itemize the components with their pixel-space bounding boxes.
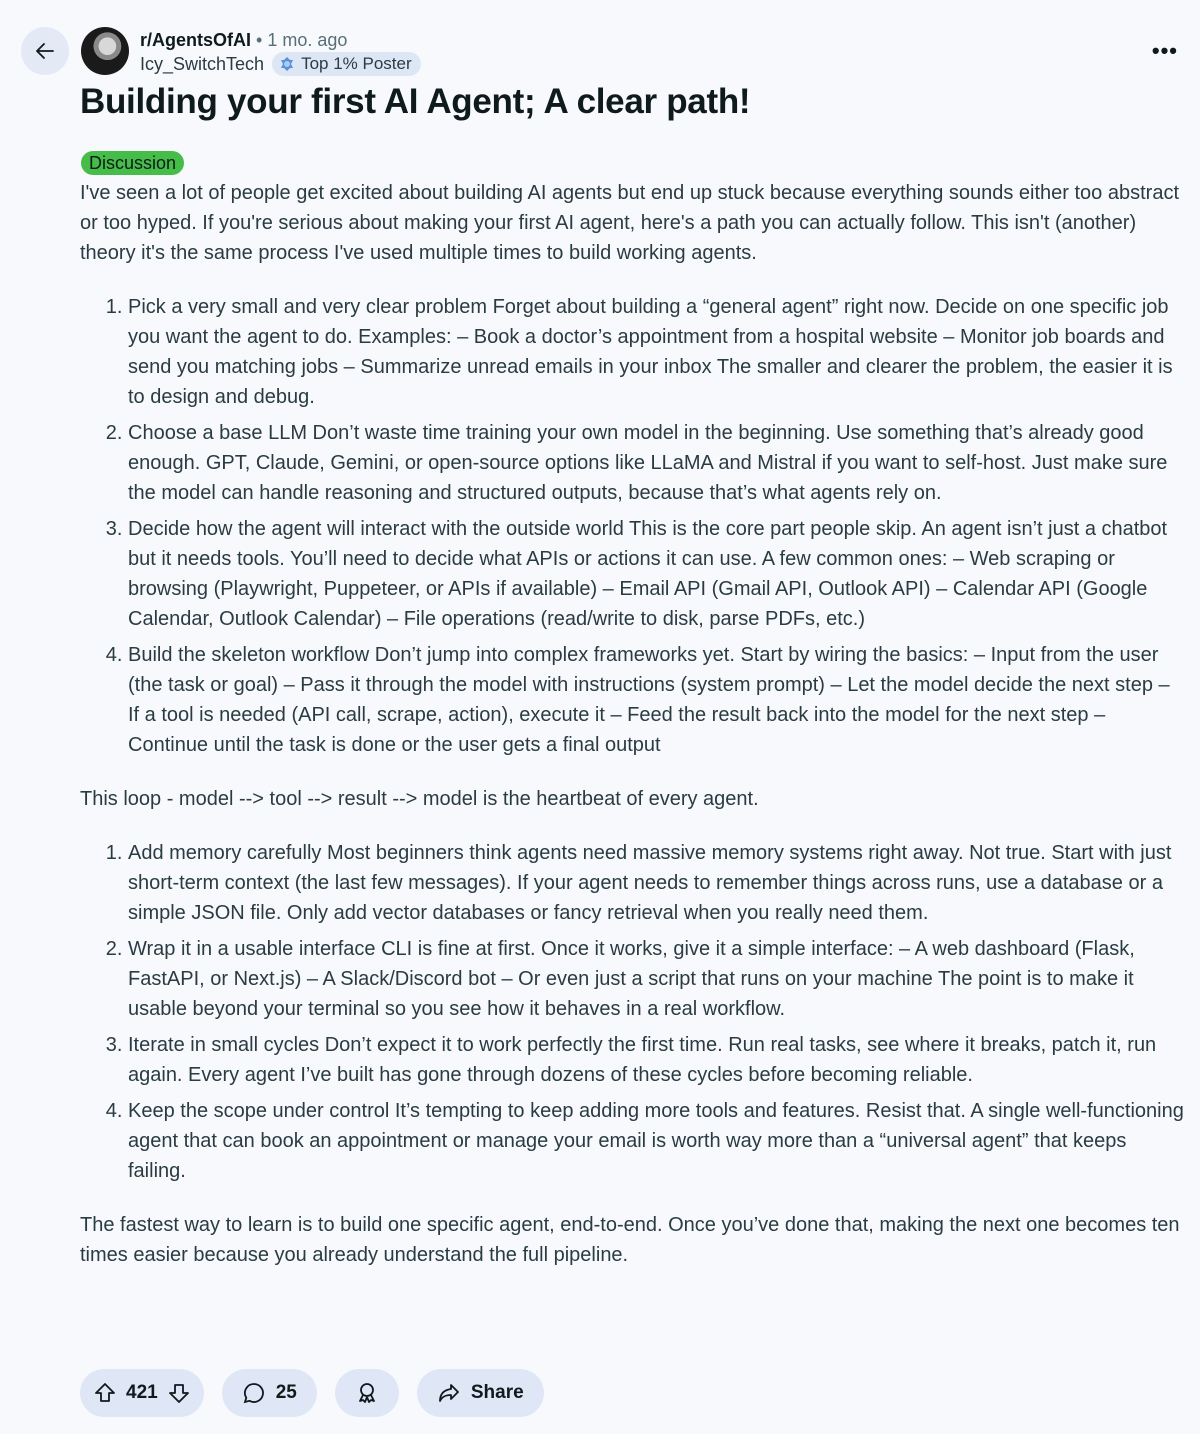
list-item: 3. Decide how the agent will interact with the outside world This is the core part people skip. An agent isn’t just a chatbot but it needs tools. You’ll need to decide what APIs or actions it can use. A few common ones: – Web scraping or browsing (Playwright, Puppeteer, or APIs if available) – Email API (Gmail API, Outlook API) – Calendar API (Google Calendar, Outlook Calendar) – File operations (read/write to disk, parse PDFs, etc.) (128, 514, 1185, 634)
steps-list-1 (80, 292, 1185, 760)
comment-count: 25 (275, 1382, 297, 1403)
upvote-icon[interactable] (94, 1382, 116, 1404)
post-body (80, 178, 1185, 1294)
author-badge-label: Top 1% Poster (301, 54, 412, 73)
action-bar (80, 1369, 544, 1417)
post-time: 1 mo. ago (267, 30, 348, 50)
back-button[interactable] (21, 27, 69, 75)
loop-paragraph: This loop - model --> tool --> result --> model is the heartbeat of every agent. (80, 788, 759, 810)
post-meta (140, 28, 421, 76)
vote-pill (80, 1369, 204, 1417)
subreddit-link[interactable]: r/AgentsOfAI (140, 30, 252, 50)
vote-count: 421 (126, 1382, 158, 1403)
list-item: 3. Iterate in small cycles Don’t expect it to work perfectly the first time. Run real tasks, see where it breaks, patch it, run again. Every agent I’ve built has gone through dozens of these cycles before becoming reliable. (128, 1030, 1185, 1090)
arrow-left-icon (33, 39, 57, 63)
list-item: 2. Choose a base LLM Don’t waste time training your own model in the beginning. Use something that’s already good enough. GPT, Claude, Gemini, or open-source options like LLaMA and Mistral if you want to self-host. Just make sure the model can handle reasoning and structured outputs, because that’s what agents rely on. (128, 418, 1185, 508)
comments-button[interactable] (222, 1369, 317, 1417)
share-button[interactable] (417, 1369, 544, 1417)
steps-list-2 (80, 838, 1185, 1186)
author-link[interactable]: Icy_SwitchTech (140, 54, 265, 74)
downvote-icon[interactable] (168, 1382, 190, 1404)
share-label: Share (470, 1382, 524, 1403)
meta-separator: • (256, 30, 263, 50)
list-item: 4. Build the skeleton workflow Don’t jump into complex frameworks yet. Start by wiring the basics: – Input from the user (the task or goal) – Pass it through the model with instructions (system prompt) – Let the model decide the next step – If a tool is needed (API call, scrape, action), execute it – Feed the result back into the model for the next step – Continue until the task is done or the user gets a final output (128, 640, 1185, 760)
intro-paragraph: I've seen a lot of people get excited about building AI agents but end up stuck because everything sounds either too abstract or too hyped. If you're serious about making your first AI agent, here's a path you can actually follow. This isn't (another) theory it's the same process I've used multiple times to build working agents. (80, 182, 1180, 264)
award-icon (355, 1381, 379, 1405)
list-item: 2. Wrap it in a usable interface CLI is fine at first. Once it works, give it a simple interface: – A web dashboard (Flask, FastAPI, or Next.js) – A Slack/Discord bot – Or even just a script that runs on your machine The point is to make it usable beyond your terminal so you see how it behaves in a real workflow. (128, 934, 1185, 1024)
outro-paragraph: The fastest way to learn is to build one specific agent, end-to-end. Once you’ve done that, making the next one becomes ten times easier because you already understand the full pipeline. (80, 1214, 1180, 1266)
flair-badge[interactable]: Discussion (81, 151, 184, 175)
author-badge (272, 52, 421, 76)
top-poster-icon (279, 56, 295, 72)
subreddit-avatar[interactable] (81, 27, 129, 75)
list-item: 1. Pick a very small and very clear problem Forget about building a “general agent” right now. Decide on one specific job you want the agent to do. Examples: – Book a doctor’s appointment from a hospital website – Monitor job boards and send you matching jobs – Summarize unread emails in your inbox The smaller and clearer the problem, the easier it is to design and debug. (128, 292, 1185, 412)
list-item: 4. Keep the scope under control It’s tempting to keep adding more tools and features. Resist that. A single well-functioning agent that can book an appointment or manage your email is worth way more than a “universal agent” that keeps failing. (128, 1096, 1185, 1186)
list-item: 1. Add memory carefully Most beginners think agents need massive memory systems right away. Not true. Start with just short-term context (the last few messages). If your agent needs to remember things across runs, use a database or a simple JSON file. Only add vector databases or fancy retrieval when you really need them. (128, 838, 1185, 928)
share-icon (437, 1381, 461, 1405)
more-options-button[interactable]: ••• (1151, 38, 1178, 63)
comment-icon (242, 1381, 266, 1405)
post-title: Building your first AI Agent; A clear path! (80, 82, 751, 121)
award-button[interactable] (335, 1369, 399, 1417)
